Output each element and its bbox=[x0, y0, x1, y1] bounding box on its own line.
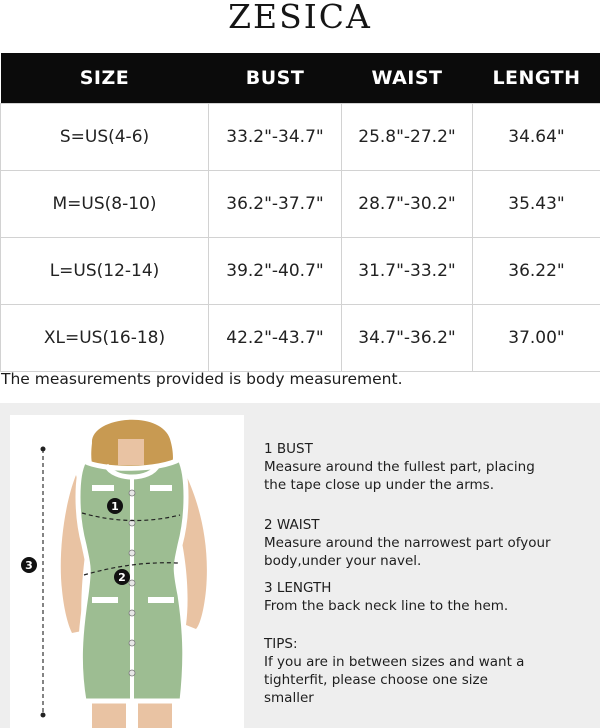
header-size: SIZE bbox=[1, 53, 209, 104]
length-cell: 34.64" bbox=[473, 104, 600, 171]
tips-text-line-2: tighterfit, please choose one size bbox=[264, 672, 488, 688]
length-bottom-dot bbox=[41, 713, 46, 718]
marker-1-label: 1 bbox=[111, 500, 119, 513]
bust-cell: 39.2"-40.7" bbox=[209, 238, 342, 305]
pocket-bottom-right bbox=[148, 597, 174, 603]
header-length: LENGTH bbox=[473, 53, 600, 104]
waist-cell: 25.8"-27.2" bbox=[342, 104, 473, 171]
table-header-row bbox=[1, 53, 600, 104]
size-cell: M=US(8-10) bbox=[1, 171, 209, 238]
dress-illustration bbox=[10, 415, 244, 728]
tips-title: TIPS: bbox=[264, 636, 298, 652]
dress-figure-svg bbox=[10, 415, 244, 728]
waist-cell: 31.7"-33.2" bbox=[342, 238, 473, 305]
button-7 bbox=[129, 670, 135, 676]
waist-text-line-1: Measure around the narrowest part ofyour bbox=[264, 535, 551, 551]
marker-3-label: 3 bbox=[25, 559, 33, 572]
button-6 bbox=[129, 640, 135, 646]
button-4 bbox=[129, 580, 135, 586]
button-3 bbox=[129, 550, 135, 556]
button-1 bbox=[129, 490, 135, 496]
bust-title: 1 BUST bbox=[264, 441, 313, 457]
length-cell: 37.00" bbox=[473, 305, 600, 372]
tips-text-line-1: If you are in between sizes and want a bbox=[264, 654, 525, 670]
waist-instruction bbox=[264, 516, 551, 570]
bust-cell: 36.2"-37.7" bbox=[209, 171, 342, 238]
bust-cell: 42.2"-43.7" bbox=[209, 305, 342, 372]
tips-section bbox=[264, 635, 524, 707]
table-row bbox=[1, 238, 600, 305]
measurement-note: The measurements provided is body measurement. bbox=[1, 370, 403, 388]
waist-cell: 28.7"-30.2" bbox=[342, 171, 473, 238]
length-instruction bbox=[264, 579, 508, 615]
length-title: 3 LENGTH bbox=[264, 580, 332, 596]
length-cell: 35.43" bbox=[473, 171, 600, 238]
waist-text-line-2: body,under your navel. bbox=[264, 553, 422, 569]
table-row bbox=[1, 171, 600, 238]
table-row bbox=[1, 305, 600, 372]
neck-shape bbox=[118, 439, 144, 465]
bust-instruction bbox=[264, 440, 535, 494]
length-text-line-1: From the back neck line to the hem. bbox=[264, 598, 509, 614]
marker-2-label: 2 bbox=[118, 571, 126, 584]
size-cell: L=US(12-14) bbox=[1, 238, 209, 305]
header-waist: WAIST bbox=[342, 53, 473, 104]
bust-text-line-1: Measure around the fullest part, placing bbox=[264, 459, 535, 475]
waist-cell: 34.7"-36.2" bbox=[342, 305, 473, 372]
size-chart-table bbox=[0, 53, 600, 372]
pocket-top-right bbox=[150, 485, 172, 491]
table-row bbox=[1, 104, 600, 171]
measurement-guide bbox=[0, 403, 600, 728]
header-bust: BUST bbox=[209, 53, 342, 104]
length-top-dot bbox=[41, 447, 46, 452]
brand-logo: ZESICA bbox=[228, 0, 372, 36]
button-5 bbox=[129, 610, 135, 616]
bust-text-line-2: the tape close up under the arms. bbox=[264, 477, 494, 493]
bust-cell: 33.2"-34.7" bbox=[209, 104, 342, 171]
tips-text-line-3: smaller bbox=[264, 690, 314, 706]
waist-title: 2 WAIST bbox=[264, 517, 320, 533]
size-cell: XL=US(16-18) bbox=[1, 305, 209, 372]
pocket-top-left bbox=[92, 485, 114, 491]
pocket-bottom-left bbox=[92, 597, 118, 603]
length-cell: 36.22" bbox=[473, 238, 600, 305]
size-cell: S=US(4-6) bbox=[1, 104, 209, 171]
